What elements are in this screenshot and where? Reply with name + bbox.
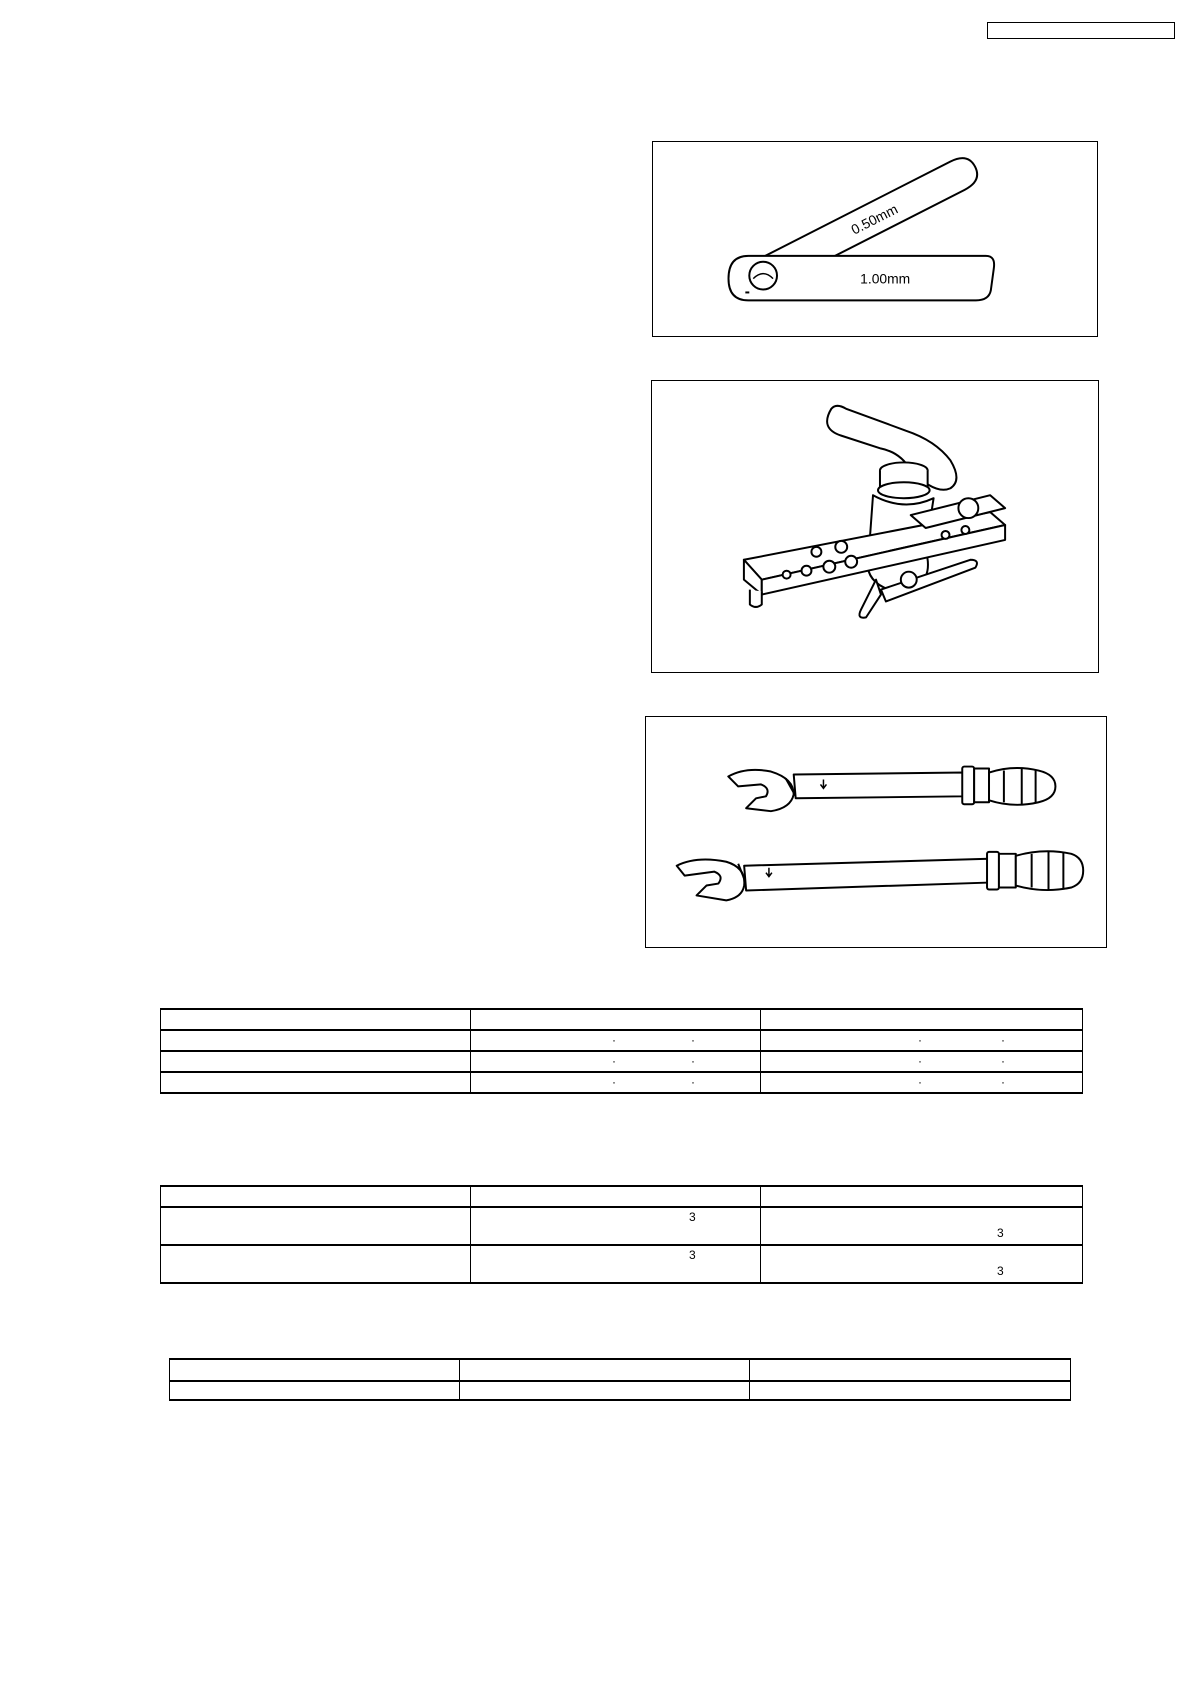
superscript-3: 3 — [689, 1210, 696, 1224]
table-row — [161, 1030, 1083, 1051]
table-cell — [761, 1186, 1083, 1207]
page-header-box — [987, 22, 1175, 39]
thick-blade-label: 1.00mm — [860, 270, 911, 287]
thin-blade-label: 0.50mm — [848, 200, 901, 238]
table-cell — [471, 1207, 761, 1245]
table-row — [161, 1186, 1083, 1207]
table-cell — [761, 1207, 1083, 1245]
feeler-gauge-icon — [653, 142, 1097, 336]
superscript-3: 3 — [997, 1264, 1004, 1278]
table-2 — [160, 1185, 1083, 1284]
table-cell — [460, 1359, 750, 1381]
table-cell — [761, 1009, 1083, 1030]
torque-wrench-figure — [645, 716, 1107, 948]
table-1 — [160, 1008, 1083, 1094]
table-cell — [471, 1009, 761, 1030]
flaring-tool-figure — [651, 380, 1099, 673]
table-cell — [170, 1381, 460, 1400]
table-cell: · · — [471, 1051, 761, 1072]
table-cell — [161, 1186, 471, 1207]
table-cell — [750, 1381, 1071, 1400]
table-row — [161, 1245, 1083, 1283]
table-cell — [161, 1030, 471, 1051]
table-cell — [161, 1051, 471, 1072]
table-cell — [161, 1245, 471, 1283]
table-cell — [161, 1009, 471, 1030]
table-cell: · · — [471, 1030, 761, 1051]
table-row — [161, 1051, 1083, 1072]
table-row — [161, 1207, 1083, 1245]
torque-wrench-icon — [646, 717, 1106, 947]
table-cell: · · — [761, 1030, 1083, 1051]
table-row — [170, 1381, 1071, 1400]
table-cell — [761, 1245, 1083, 1283]
table-cell — [170, 1359, 460, 1381]
table-row — [161, 1009, 1083, 1030]
table-cell — [471, 1245, 761, 1283]
table-3 — [169, 1358, 1071, 1401]
table-row — [170, 1359, 1071, 1381]
table-cell — [161, 1207, 471, 1245]
superscript-3: 3 — [689, 1248, 696, 1262]
table-cell: · · — [761, 1051, 1083, 1072]
table-cell — [471, 1186, 761, 1207]
table-cell — [750, 1359, 1071, 1381]
table-cell: · · — [761, 1072, 1083, 1093]
feeler-gauge-figure — [652, 141, 1098, 337]
table-cell — [161, 1072, 471, 1093]
table-row — [161, 1072, 1083, 1093]
table-cell: · · — [471, 1072, 761, 1093]
table-cell — [460, 1381, 750, 1400]
flaring-tool-icon — [652, 381, 1098, 672]
superscript-3: 3 — [997, 1226, 1004, 1240]
